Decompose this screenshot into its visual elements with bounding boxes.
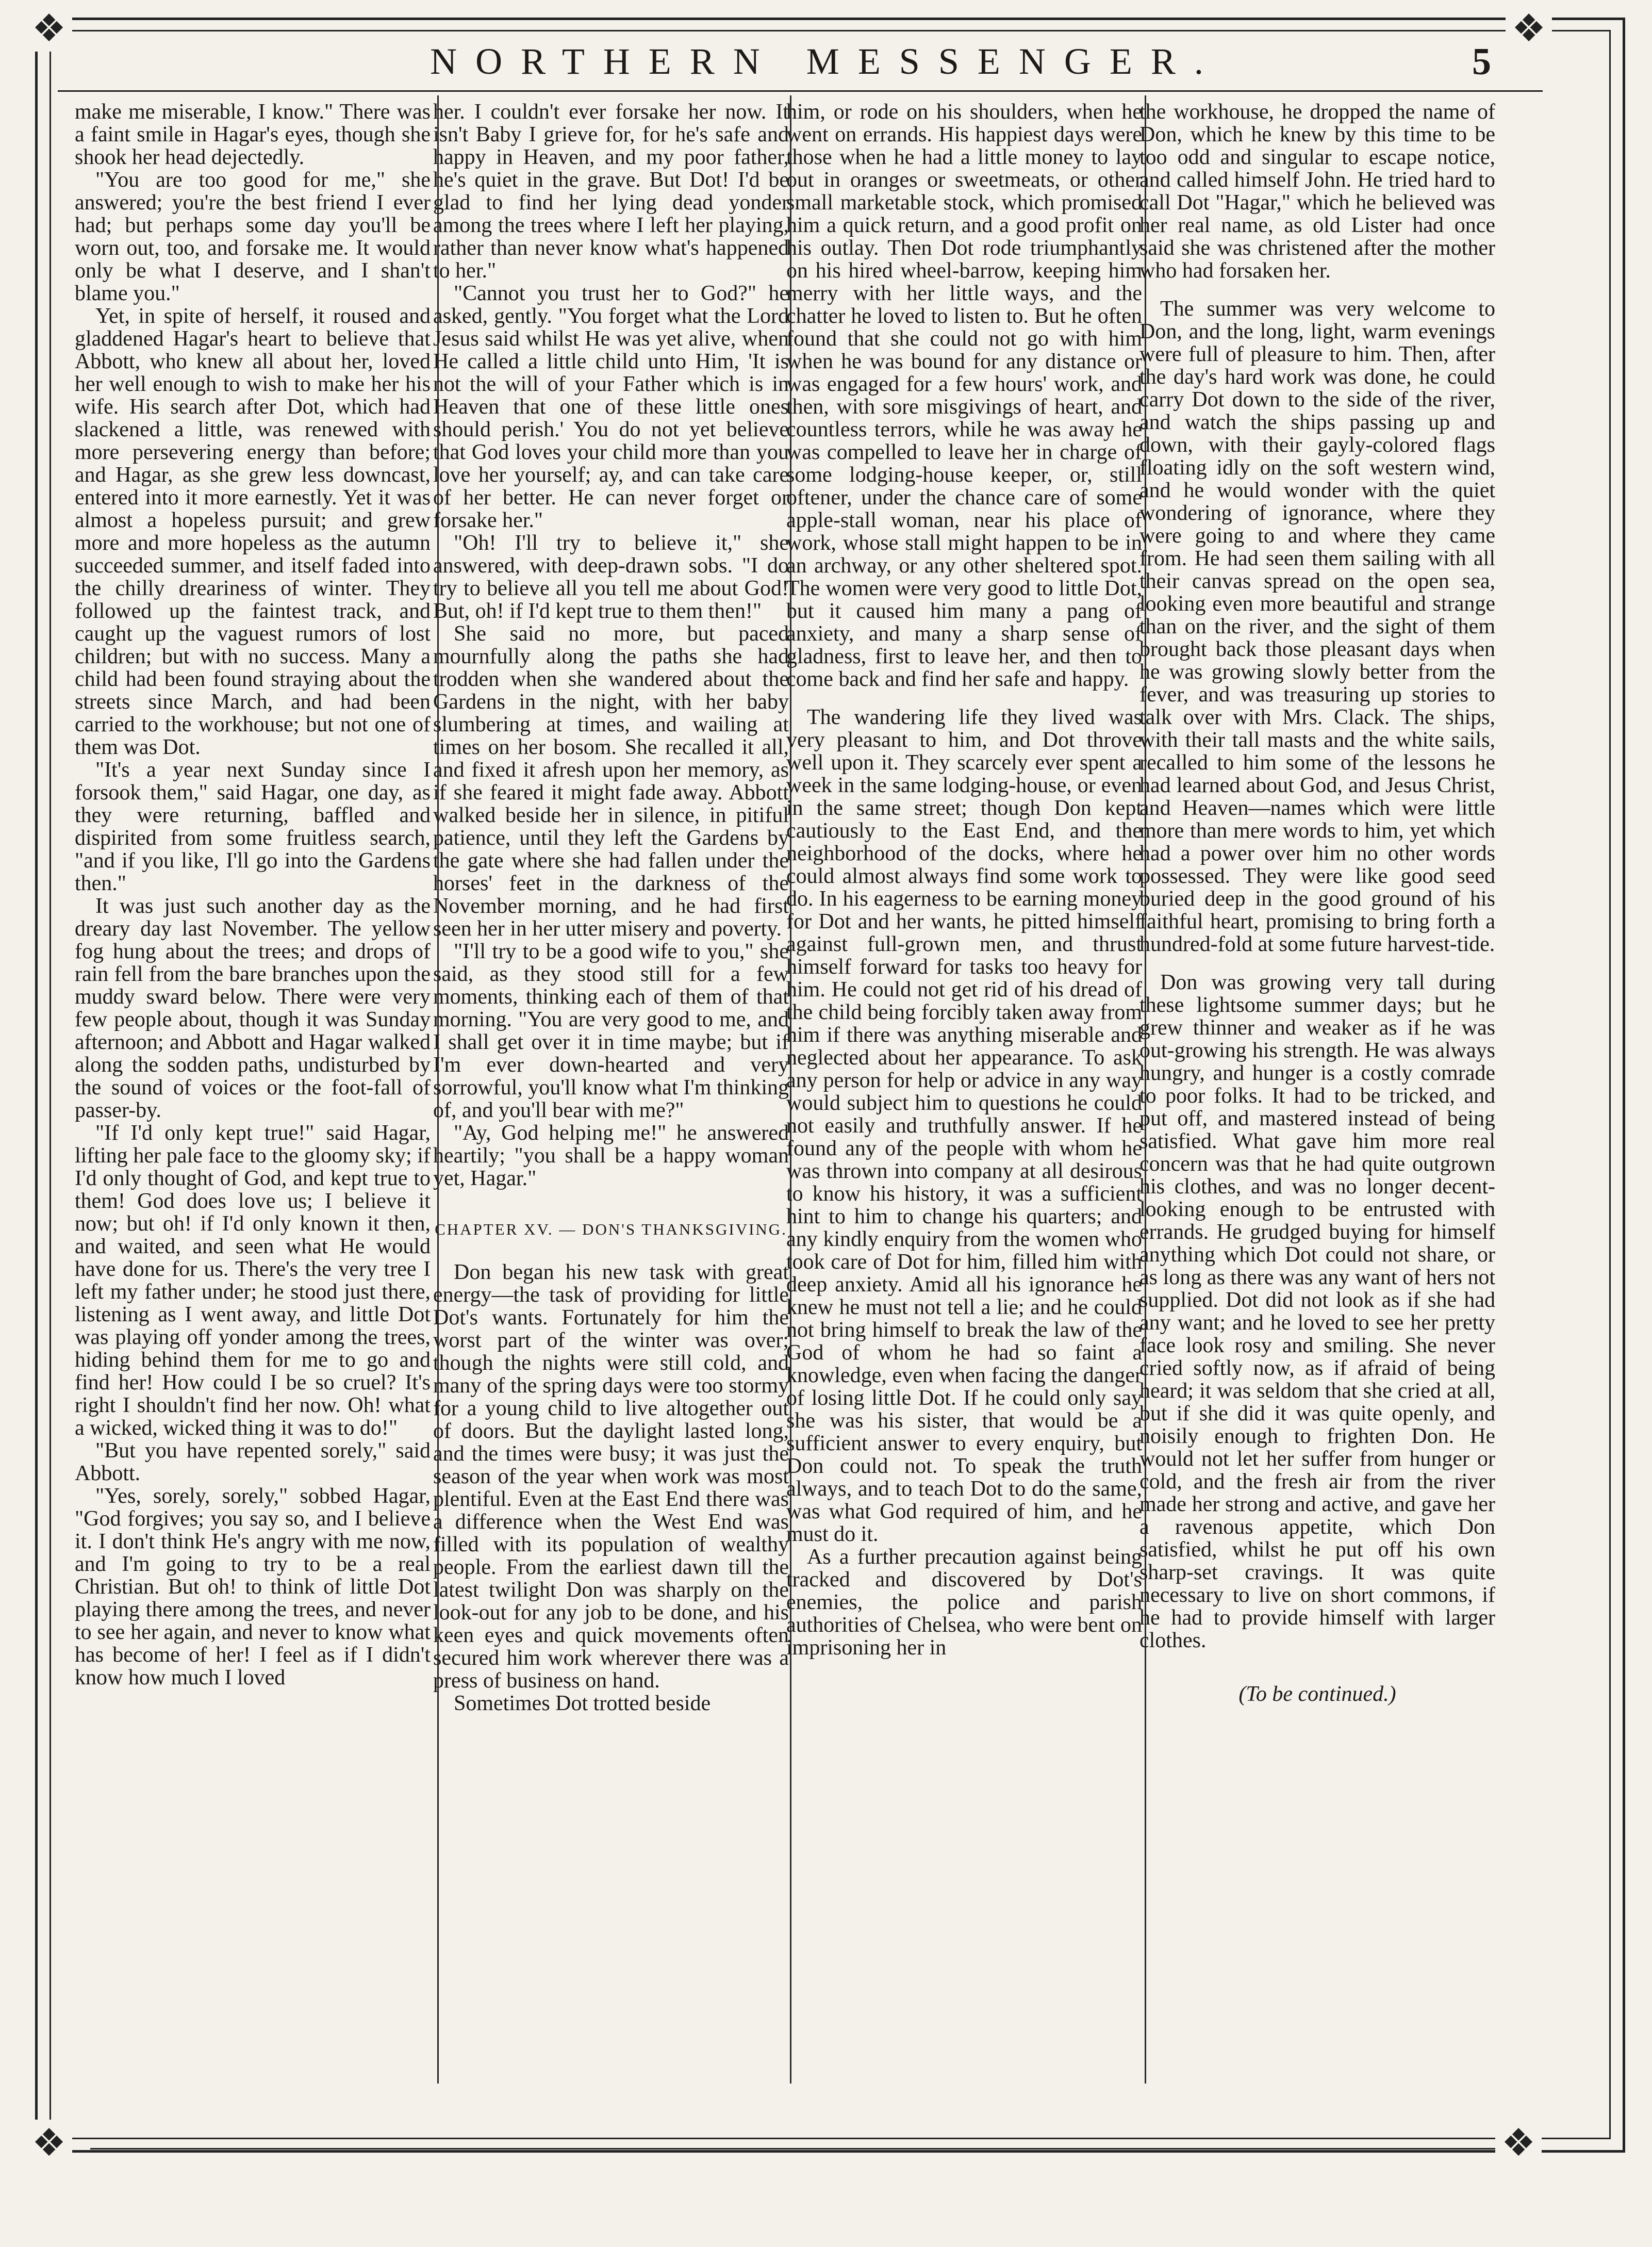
article-column-1 — [75, 101, 431, 1689]
paragraph: The summer was very welcome to Don, and the long, light, warm evenings were full of pleasure to him. Then, after the day's hard work was done, he could carry Dot down to the side of the river, and watch the ships passing up and down, with their gayly-colored flags floating idly on the soft western wind, and he would wonder with the quiet wondering of ignorance, where they were going to and where they came from. He had seen them sailing with all their canvas spread on the open sea, looking even more beautiful and strange than on the river, and the sight of them brought back those pleasant days when he was growing slowly better from the fever, and was treasuring up stories to talk over with Mrs. Clack. The ships, with their tall masts and the white sails, recalled to him some of the lessons he had learned about God, and Jesus Christ, and Heaven—names which were little more than mere words to him, yet which had a power over him no other words possessed. They were like good seed buried deep in the good ground of his faithful heart, promising to bring forth a hundred-fold at some future harvest-tide. — [1139, 297, 1495, 956]
paragraph: make me miserable, I know." There was a faint smile in Hagar's eyes, though she shook her head dejectedly. — [75, 100, 431, 169]
paragraph: "If I'd only kept true!" said Hagar, lifting her pale face to the gloomy sky; if I'd only thought of God, and kept true to them! God does love us; I believe it now; but oh! if I'd only known it then, and waited, and seen what He would have done for us. There's the very tree I left my father under; he stood just there, listening as I went away, and little Dot was playing off yonder among the trees, hiding behind them for me to go and find her! How could I be so cruel? It's right I shouldn't find her now. Oh! what a wicked, wicked thing it was to do!" — [75, 1121, 431, 1440]
paragraph: him, or rode on his shoulders, when he went on errands. His happiest days were those when he had a little money to lay out in oranges or sweetmeats, or other small marketable stock, which promised him a quick return, and a good profit on his outlay. Then Dot rode triumphantly on his hired wheel-barrow, keeping him merry with her little ways, and the chatter he loved to listen to. But he often found that she could not go with him when he was bound for any distance or was engaged for a few hours' work, and then, with sore misgivings of heart, and countless terrors, while he was away he was compelled to leave her in charge of some lodging-house keeper, or, still oftener, under the chance care of some apple-stall woman, near his place of work, whose stall might happen to be in an archway, or any other sheltered spot. The women were very good to little Dot, but it caused him many a pang of anxiety, and many a sharp sense of gladness, first to leave her, and then to come back and find her safe and happy. — [786, 100, 1142, 691]
paragraph: the workhouse, he dropped the name of Don, which he knew by this time to be too odd and singular to escape notice, and called himself John. He tried hard to call Dot "Hagar," which he believed was her real name, as old Lister had once said she was christened after the mother who had forsaken her. — [1139, 100, 1495, 283]
corner-ornament-icon: ❖ — [1506, 5, 1552, 52]
paragraph: "I'll try to be a good wife to you," she said, as they stood still for a few moments, thinking each of them of that morning. "You are very good to me, and I shall get over it in time maybe; but if I'm ever down-hearted and very sorrowful, you'll know what I'm thinking of, and you'll bear with me?" — [433, 940, 789, 1122]
paragraph: "Oh! I'll try to believe it," she answered, with deep-drawn sobs. "I do try to believe all you tell me about God! But, oh! if I'd kept true to them then!" — [433, 531, 789, 623]
paragraph: Don was growing very tall during these lightsome summer days; but he grew thinner and weaker as if he was out-growing his strength. He was always hungry, and hunger is a costly comrade to poor folks. It had to be tricked, and put off, and mastered instead of being satisfied. What gave him more real concern was that he had quite outgrown his clothes, and was no longer decent-looking enough to be entrusted with errands. He grudged buying for himself anything which Dot could not share, or as long as there was any want of hers not supplied. Dot did not look as if she had any want; and he loved to see her pretty face look rosy and smiling. She never cried softly now, as if afraid of being heard; it was seldom that she cried at all, but if she did it was quite openly, and noisily enough to frighten Don. He would not let her suffer from hunger or cold, and the fresh air from the river made her strong and active, and gave her a ravenous appetite, which Don satisfied, whilst he put off his own sharp-set cravings. It was quite necessary to live on short commons, if he had to provide himself with larger clothes. — [1139, 971, 1495, 1652]
corner-ornament-icon: ❖ — [1495, 2120, 1542, 2166]
masthead — [0, 40, 1652, 87]
paragraph: "Ay, God helping me!" he answered heartily; "you shall be a happy woman yet, Hagar." — [433, 1121, 789, 1190]
paragraph: The wandering life they lived was very pleasant to him, and Dot throve well upon it. They scarcely ever spent a week in the same lodging-house, or even in the same street; though Don kept cautiously to the East End, and the neighborhood of the docks, where he could almost always find some work to do. In his eagerness to be earning money for Dot and her wants, he pitted himself against full-grown men, and thrust himself forward for tasks too heavy for him. He could not get rid of his dread of the child being forcibly taken away from him if there was anything miserable and neglected about her appearance. To ask any person for help or advice in any way would subject him to questions he could not easily and truthfully answer. If he found any of the people with whom he was thrown into company at all desirous to know his history, it was a sufficient hint to him to change his quarters; and any kindly enquiry from the women who took care of Dot for him, filled him with deep anxiety. Amid all his ignorance he knew he must not tell a lie; and he could not bring himself to break the law of the God of whom he had so faint a knowledge, even when facing the danger of losing little Dot. If he could only say she was his sister, that would be a sufficient answer to every enquiry, but Don could not. To speak the truth always, and to teach Dot to do the same, was what God required of him, and he must do it. — [786, 706, 1142, 1546]
paragraph: It was just such another day as the dreary day last November. The yellow fog hung about the trees; and drops of rain fell from the bare branches upon the muddy sward below. There were very few people about, though it was Sunday afternoon; and Abbott and Hagar walked along the sodden paths, undisturbed by the sound of voices or the foot-fall of passer-by. — [75, 894, 431, 1122]
to-be-continued: (To be continued.) — [1238, 1682, 1396, 1706]
paragraph: "Yes, sorely, sorely," sobbed Hagar, "God forgives; you say so, and I believe it. I don't think He's angry with me now, and I'm going to try to be a real Christian. But oh! to think of little Dot playing there among the trees, and never to see her again, and never to know what has become of her! I feel as if I didn't know how much I loved — [75, 1484, 431, 1690]
page-number: 5 — [1472, 41, 1491, 83]
paragraph: her. I couldn't ever forsake her now. It isn't Baby I grieve for, for he's safe and happy in Heaven, and my poor father, he's quiet in the grave. But Dot! I'd be glad to find her lying dead yonder among the trees where I left her playing, rather than never know what's happened to her." — [433, 100, 789, 283]
article-column-4 — [1139, 101, 1495, 1705]
paragraph: "Cannot you trust her to God?" he asked, gently. "You forget what the Lord Jesus said whilst He was yet alive, when He called a little child unto Him, 'It is not the will of your Father which is in Heaven that one of these little ones should perish.' You do not yet believe that God loves your child more than you love her yourself; ay, and can take care of her better. He can never forget or forsake her." — [433, 282, 789, 532]
article-column-2 — [433, 101, 789, 1715]
paragraph: Sometimes Dot trotted beside — [454, 1692, 711, 1715]
masthead-rule — [58, 90, 1543, 92]
paragraph: She said no more, but paced mournfully along the paths she had trodden when she wandered about the Gardens in the night, with her baby slumbering at times, and wailing at times on her bosom. She recalled it all, and fixed it afresh upon her memory, as if she feared it might fade away. Abbott walked beside her in silence, in pitiful patience, until they left the Gardens by the gate where she had fallen under the horses' feet in the darkness of the November morning, and he had first seen her in her utter misery and poverty. — [433, 622, 789, 941]
paragraph: "You are too good for me," she answered; you're the best friend I ever had; but perhaps some day you'll be worn out, too, and forsake me. It would only be what I deserve, and I shan't blame you." — [75, 168, 431, 305]
article-column-3 — [786, 101, 1142, 1659]
paragraph: Don began his new task with great energy—the task of providing for little Dot's wants. Fortunately for him the worst part of the winter was over; though the nights were still cold, and many of the spring days were too stormy for a young child to live altogether out of doors. But the daylight lasted long, and the times were busy; it was just the season of the year when work was most plentiful. Even at the East End there was a difference when the West End was filled with its population of wealthy people. From the earliest dawn till the latest twilight Don was sharply on the look-out for any job to be done, and his keen eyes and quick movements often secured him work wherever there was a press of business on hand. — [433, 1260, 789, 1693]
paragraph: As a further precaution against being tracked and discovered by Dot's enemies, the police and parish authorities of Chelsea, who were bent on imprisoning her in — [786, 1545, 1142, 1660]
paragraph: "But you have repented sorely," said Abbott. — [75, 1439, 431, 1485]
paragraph: "It's a year next Sunday since I forsook them," said Hagar, one day, as they were returning, baffled and dispirited from some fruitless search, "and if you like, I'll go into the Gardens then." — [75, 758, 431, 895]
chapter-heading: CHAPTER XV. — DON'S THANKSGIVING. — [435, 1220, 787, 1238]
paragraph: Yet, in spite of herself, it roused and gladdened Hagar's heart to believe that Abbott, who knew all about her, loved her well enough to wish to make her his wife. His search after Dot, which had slackened a little, was renewed with more persevering energy than before; and Hagar, as she grew less downcast, entered into it more earnestly. Yet it was almost a hopeless pursuit; and grew more and more hopeless as the autumn succeeded summer, and itself faded into the chilly dreariness of winter. They followed up the faintest track, and caught up the vaguest rumors of lost children; but with no success. Many a child had been found straying about the streets since March, and had been carried to the workhouse; but not one of them was Dot. — [75, 304, 431, 759]
bottom-rule — [90, 2148, 1531, 2150]
corner-ornament-icon: ❖ — [26, 5, 72, 52]
corner-ornament-icon: ❖ — [26, 2120, 72, 2166]
masthead-title: NORTHERN MESSENGER. — [430, 41, 1222, 82]
